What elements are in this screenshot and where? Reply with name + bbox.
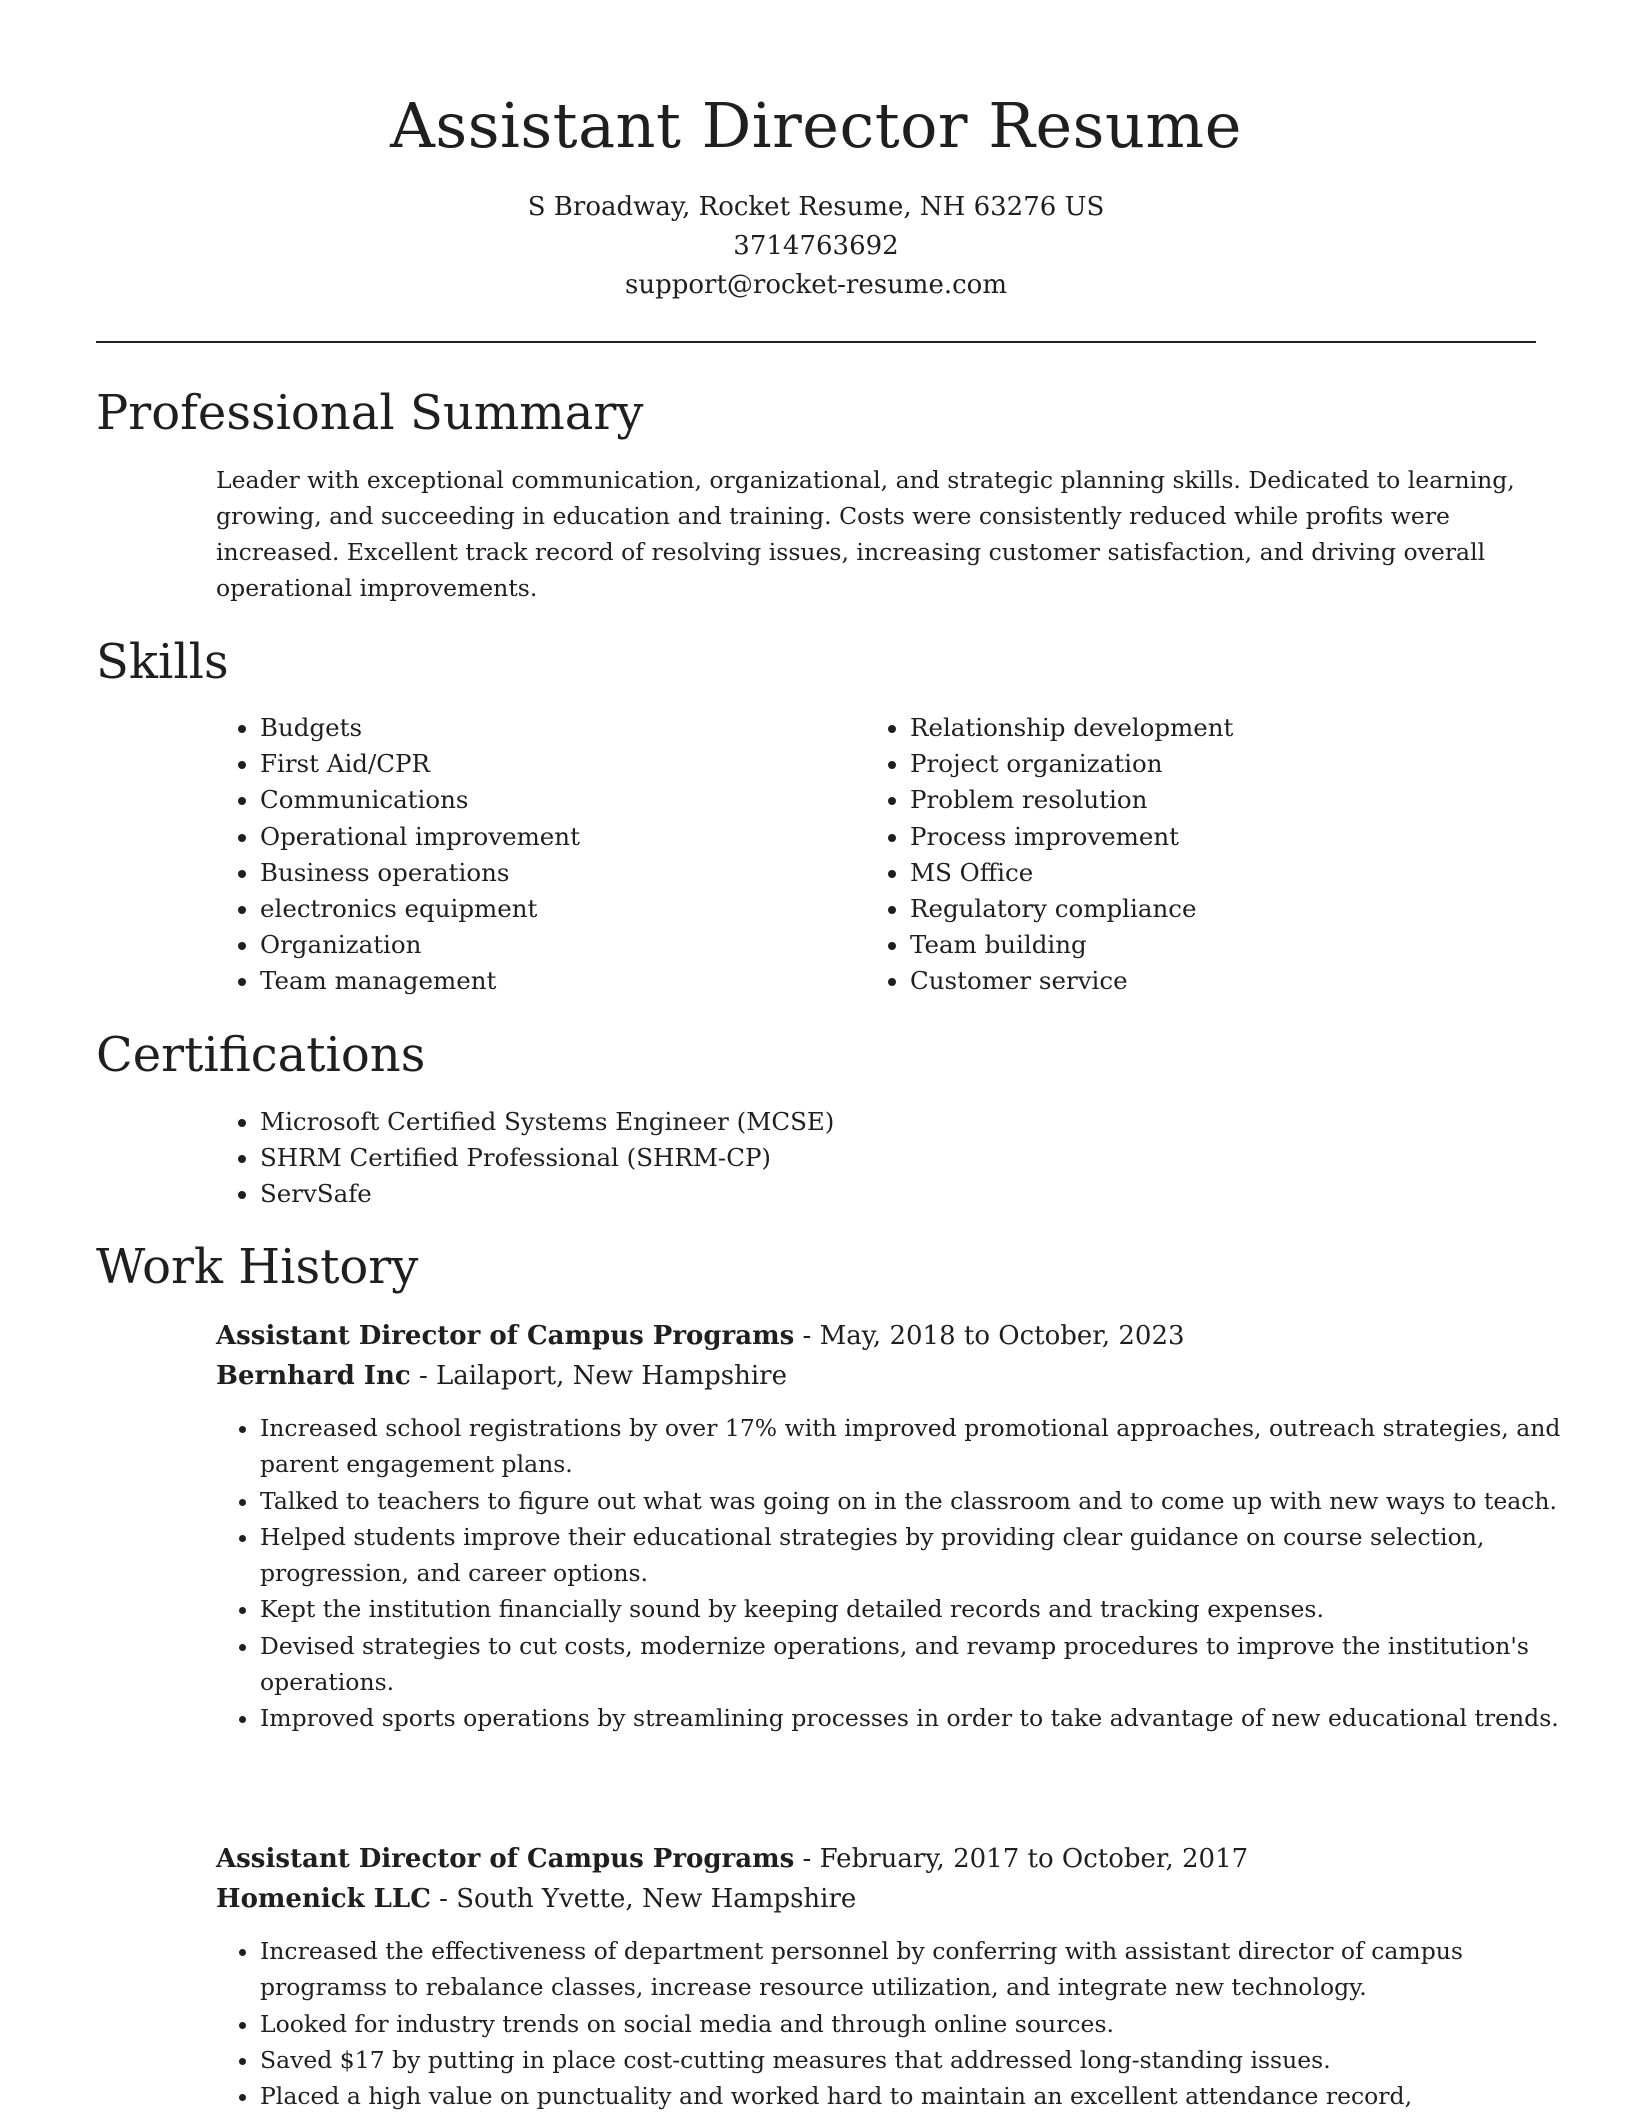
skill-item: • Budgets — [260, 710, 580, 746]
job-bullet: • Devised strategies to cut costs, modernize operations, and revamp procedures to improve the institution's operations. — [260, 1628, 1570, 1701]
skill-item: • Customer service — [910, 963, 1233, 999]
job-bullet: • Increased school registrations by over 17% with improved promotional approaches, outreach strategies, and parent engagement plans. — [260, 1410, 1570, 1483]
certification-item: • SHRM Certified Professional (SHRM-CP) — [260, 1140, 834, 1176]
job-location: - Lailaport, New Hampshire — [418, 1361, 787, 1391]
section-title-certifications: Certifications — [96, 1027, 426, 1083]
section-title-summary: Professional Summary — [96, 385, 644, 441]
certifications-list — [216, 1104, 834, 1213]
skill-item: • Team building — [910, 927, 1233, 963]
skill-item: • Regulatory compliance — [910, 891, 1233, 927]
job-bullet: • Saved $17 by putting in place cost-cutting measures that addressed long-standing issues. — [260, 2042, 1570, 2078]
certification-item: • Microsoft Certified Systems Engineer (MCSE) — [260, 1104, 834, 1140]
skill-item: • Business operations — [260, 855, 580, 891]
resume-header — [0, 0, 1632, 305]
job-company-line — [216, 1356, 787, 1396]
job-bullet: • Increased the effectiveness of department personnel by conferring with assistant director of campus programss to rebalance classes, increase resource utilization, and integrate new technology. — [260, 1933, 1570, 2006]
section-title-work-history: Work History — [96, 1239, 419, 1295]
contact-phone: 3714763692 — [733, 231, 899, 261]
job-company-line — [216, 1879, 856, 1919]
skill-item: • MS Office — [910, 855, 1233, 891]
skill-item: • Process improvement — [910, 819, 1233, 855]
section-title-skills: Skills — [96, 634, 229, 690]
skill-item: • Project organization — [910, 746, 1233, 782]
skill-item: • electronics equipment — [260, 891, 580, 927]
job-bullet: • Talked to teachers to figure out what was going on in the classroom and to come up with new ways to teach. — [260, 1483, 1570, 1519]
contact-block — [0, 188, 1632, 305]
job-title: Assistant Director of Campus Programs — [216, 1321, 795, 1351]
job-dates: - May, 2018 to October, 2023 — [802, 1321, 1185, 1351]
job-bullets — [216, 1933, 1570, 2114]
job-bullet: • Kept the institution financially sound by keeping detailed records and tracking expenses. — [260, 1591, 1570, 1627]
header-divider — [96, 341, 1536, 343]
certification-item: • ServSafe — [260, 1176, 834, 1212]
job-company: Bernhard Inc — [216, 1361, 411, 1391]
skill-item: • Communications — [260, 782, 580, 818]
job-location: - South Yvette, New Hampshire — [439, 1884, 857, 1914]
summary-text: Leader with exceptional communication, organizational, and strategic planning skills. Dedicated to learning, growing, and succeeding in education and training. Costs were consistently reduced while profits were increased. Excellent track record of resolving issues, increasing customer satisfaction, and driving overall operational improvements. — [216, 466, 1515, 602]
job-bullets — [216, 1410, 1570, 1737]
skill-item: • Problem resolution — [910, 782, 1233, 818]
job-title-line — [216, 1839, 1248, 1879]
job-company: Homenick LLC — [216, 1884, 431, 1914]
job-bullet: • Looked for industry trends on social media and through online sources. — [260, 2006, 1570, 2042]
job-bullet: • Placed a high value on punctuality and worked hard to maintain an excellent attendance record, — [260, 2078, 1570, 2114]
job-bullet: • Improved sports operations by streamlining processes in order to take advantage of new educational trends. — [260, 1700, 1570, 1736]
job-title: Assistant Director of Campus Programs — [216, 1844, 795, 1874]
contact-email: support@rocket-resume.com — [624, 270, 1007, 300]
job-bullet: • Helped students improve their educational strategies by providing clear guidance on course selection, progression, and career options. — [260, 1519, 1570, 1592]
contact-address: S Broadway, Rocket Resume, NH 63276 US — [527, 192, 1105, 222]
skills-list-right — [866, 710, 1233, 1000]
skill-item: • Team management — [260, 963, 580, 999]
skill-item: • Organization — [260, 927, 580, 963]
resume-title: Assistant Director Resume — [390, 89, 1242, 162]
skill-item: • First Aid/CPR — [260, 746, 580, 782]
skills-list-left — [216, 710, 580, 1000]
job-title-line — [216, 1316, 1185, 1356]
job-dates: - February, 2017 to October, 2017 — [802, 1844, 1249, 1874]
skill-item: • Relationship development — [910, 710, 1233, 746]
skill-item: • Operational improvement — [260, 819, 580, 855]
